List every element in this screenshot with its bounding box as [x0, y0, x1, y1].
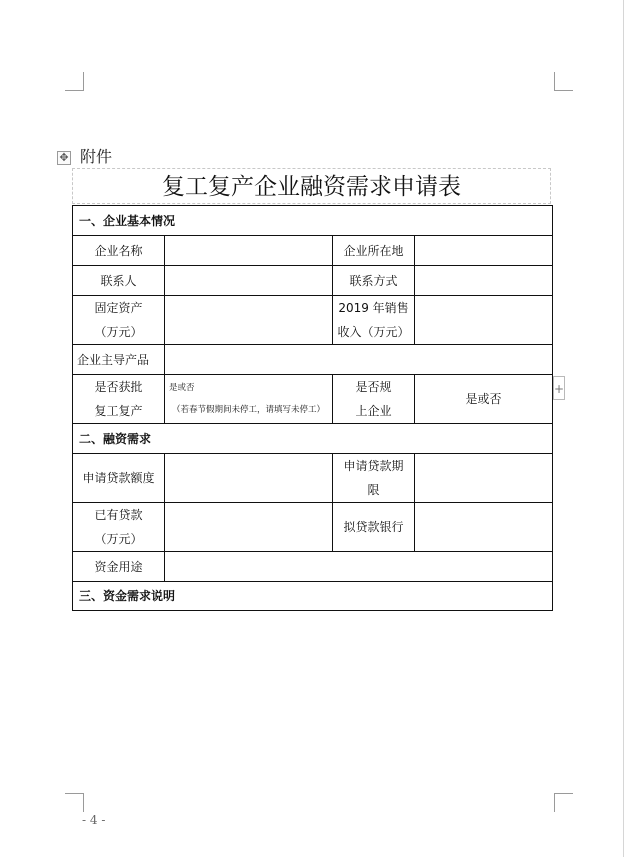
fixed-assets-label-line1: 固定资产: [94, 301, 143, 315]
add-column-button[interactable]: +: [553, 376, 565, 400]
table-row: [73, 345, 553, 375]
contact-method-label: 联系方式: [333, 266, 415, 296]
fund-use-field[interactable]: [165, 552, 553, 582]
existing-loans-label-line2: （万元）: [94, 532, 143, 546]
existing-loans-label-line1: 已有贷款: [94, 508, 143, 522]
company-name-label: 企业名称: [73, 236, 165, 266]
approved-resume-label: [73, 375, 165, 424]
scale-label-line2: 上企业: [355, 404, 392, 418]
table-row: [73, 454, 553, 503]
proposed-bank-label: 拟贷款银行: [333, 503, 415, 552]
loan-amount-label: 申请贷款额度: [73, 454, 165, 503]
crop-mark-top-left: [65, 72, 84, 91]
fixed-assets-field[interactable]: [165, 296, 333, 345]
existing-loans-field[interactable]: [165, 503, 333, 552]
approved-resume-field[interactable]: [165, 375, 333, 424]
loan-term-label-line2: 限: [367, 483, 380, 497]
sales-2019-label: [333, 296, 415, 345]
crop-mark-bottom-right: [554, 793, 573, 812]
contact-person-field[interactable]: [165, 266, 333, 296]
fund-use-label: 资金用途: [73, 552, 165, 582]
loan-term-label: [333, 454, 415, 503]
page-number: - 4 -: [82, 813, 106, 827]
application-form-table: [72, 205, 553, 611]
sales-2019-field[interactable]: [415, 296, 553, 345]
loan-term-field[interactable]: [415, 454, 553, 503]
sales-2019-label-line1: 2019 年销售: [338, 301, 409, 315]
section-row-basic: [73, 206, 553, 236]
attachment-label: 附件: [80, 147, 113, 166]
table-move-handle-icon[interactable]: ✥: [57, 151, 71, 165]
section-explanation-heading: 三、资金需求说明: [73, 582, 553, 611]
scale-field[interactable]: 是或否: [415, 375, 553, 424]
table-row: [73, 503, 553, 552]
section-financing-heading: 二、融资需求: [73, 424, 553, 454]
company-name-field[interactable]: [165, 236, 333, 266]
scale-label-line1: 是否规: [355, 380, 392, 394]
company-location-field[interactable]: [415, 236, 553, 266]
loan-amount-field[interactable]: [165, 454, 333, 503]
table-row: [73, 266, 553, 296]
table-row: [73, 296, 553, 345]
form-title: 复工复产企业融资需求申请表: [72, 168, 551, 204]
page-edge: [623, 0, 624, 857]
crop-mark-bottom-left: [65, 793, 84, 812]
scale-label: [333, 375, 415, 424]
section-row-explanation: [73, 582, 553, 611]
approved-resume-note: （若春节假期间未停工，请填写未停工）: [171, 405, 325, 415]
proposed-bank-field[interactable]: [415, 503, 553, 552]
loan-term-label-line1: 申请贷款期: [343, 459, 404, 473]
fixed-assets-label-line2: （万元）: [94, 325, 143, 339]
main-products-label: 企业主导产品: [73, 345, 165, 375]
approved-resume-label-line1: 是否获批: [94, 380, 143, 394]
sales-2019-label-line2: 收入（万元）: [337, 325, 410, 339]
approved-resume-value: 是或否: [169, 383, 195, 393]
fixed-assets-label: [73, 296, 165, 345]
section-row-financing: [73, 424, 553, 454]
main-products-field[interactable]: [165, 345, 553, 375]
section-basic-heading: 一、企业基本情况: [73, 206, 553, 236]
approved-resume-label-line2: 复工复产: [94, 404, 143, 418]
table-row: [73, 552, 553, 582]
table-row: [73, 375, 553, 424]
crop-mark-top-right: [554, 72, 573, 91]
contact-method-field[interactable]: [415, 266, 553, 296]
contact-person-label: 联系人: [73, 266, 165, 296]
existing-loans-label: [73, 503, 165, 552]
company-location-label: 企业所在地: [333, 236, 415, 266]
table-row: [73, 236, 553, 266]
